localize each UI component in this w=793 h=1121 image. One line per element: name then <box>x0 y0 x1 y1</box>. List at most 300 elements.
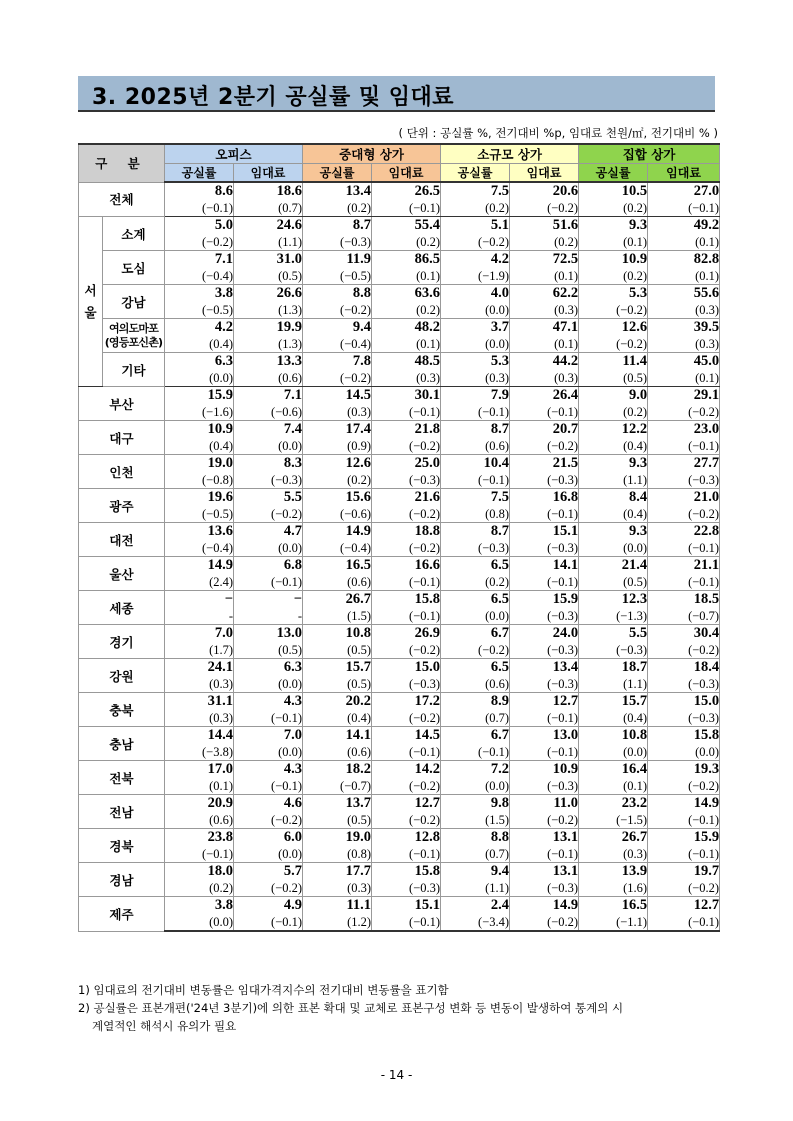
rent-value: 7.4 <box>234 421 303 439</box>
vacancy-value: 13.6 <box>165 523 234 541</box>
rent-change: (0.3) <box>510 302 579 319</box>
vacancy-value: 15.7 <box>579 693 648 711</box>
rent-value: 14.5 <box>372 727 441 745</box>
rent-change: (−0.2) <box>510 438 579 455</box>
rent-value: 4.3 <box>234 761 303 779</box>
vacancy-change: (1.2) <box>303 914 372 931</box>
vacancy-value: 17.4 <box>303 421 372 439</box>
rent-value: 30.4 <box>648 625 720 643</box>
vacancy-value: 5.3 <box>579 285 648 303</box>
header-rent: 임대료 <box>648 164 720 183</box>
table-row-change <box>79 404 720 421</box>
vacancy-change: (−0.4) <box>165 268 234 285</box>
rent-value: 26.5 <box>372 182 441 200</box>
rent-change: (−0.3) <box>372 676 441 693</box>
vacancy-value: 20.2 <box>303 693 372 711</box>
vacancy-value: 6.7 <box>441 625 510 643</box>
vacancy-value: 3.8 <box>165 897 234 915</box>
vacancy-value: 7.8 <box>303 353 372 371</box>
header-office: 오피스 <box>165 144 303 164</box>
vacancy-change: (0.5) <box>303 642 372 659</box>
vacancy-change: (0.3) <box>441 370 510 387</box>
vacancy-value: 14.4 <box>165 727 234 745</box>
vacancy-change: (−0.2) <box>579 302 648 319</box>
vacancy-change: (−0.3) <box>441 540 510 557</box>
rent-change: (−0.1) <box>510 404 579 421</box>
vacancy-change: (−0.3) <box>579 642 648 659</box>
vacancy-change: (0.6) <box>165 812 234 829</box>
footnotes <box>78 981 720 1035</box>
vacancy-value: 18.7 <box>579 659 648 677</box>
table-row <box>79 863 720 881</box>
table-row-change <box>79 302 720 319</box>
vacancy-change: (−0.1) <box>165 846 234 863</box>
rent-change: (1.3) <box>234 302 303 319</box>
vacancy-value: 8.7 <box>303 217 372 235</box>
rent-value: 13.1 <box>510 863 579 881</box>
unit-note: ( 단위 : 공실률 %, 전기대비 %p, 임대료 천원/㎡, 전기대비 % ) <box>398 126 718 140</box>
rent-change: - <box>234 608 303 625</box>
table-row <box>79 693 720 711</box>
rent-value: 31.0 <box>234 251 303 269</box>
region-label: 전남 <box>79 795 165 829</box>
vacancy-value: 10.8 <box>579 727 648 745</box>
vacancy-change: (0.4) <box>579 710 648 727</box>
vacancy-change: (−3.4) <box>441 914 510 931</box>
rent-value: 26.4 <box>510 387 579 405</box>
vacancy-change: (0.7) <box>441 710 510 727</box>
vacancy-change: (0.7) <box>441 846 510 863</box>
vacancy-change: (0.1) <box>579 778 648 795</box>
rent-change: (0.1) <box>510 268 579 285</box>
vacancy-value: 14.5 <box>303 387 372 405</box>
vacancy-change: (0.2) <box>303 200 372 217</box>
vacancy-value: 10.9 <box>165 421 234 439</box>
rent-value: 27.7 <box>648 455 720 473</box>
vacancy-change: (−0.3) <box>303 234 372 251</box>
rent-value: 13.3 <box>234 353 303 371</box>
rent-value: 15.1 <box>510 523 579 541</box>
rent-value: 26.9 <box>372 625 441 643</box>
vacancy-change: (0.4) <box>303 710 372 727</box>
table-row <box>79 489 720 507</box>
vacancy-value: 31.1 <box>165 693 234 711</box>
rent-value: 12.7 <box>648 897 720 915</box>
vacancy-change: (−0.6) <box>303 506 372 523</box>
table-row-change <box>79 914 720 931</box>
rent-change: (−0.1) <box>648 540 720 557</box>
rent-change: (−0.3) <box>510 472 579 489</box>
rent-value: 45.0 <box>648 353 720 371</box>
rent-change: (−0.2) <box>234 506 303 523</box>
rent-value: 16.8 <box>510 489 579 507</box>
rent-change: (−0.2) <box>510 812 579 829</box>
rent-change: (1.3) <box>234 336 303 353</box>
vacancy-change: (1.6) <box>579 880 648 897</box>
rent-change: (0.2) <box>510 234 579 251</box>
rent-value: 17.2 <box>372 693 441 711</box>
vacancy-value: 7.9 <box>441 387 510 405</box>
table-row-change <box>79 438 720 455</box>
region-label: 전체 <box>79 182 165 217</box>
rent-value: 21.6 <box>372 489 441 507</box>
rent-value: 14.9 <box>510 897 579 915</box>
vacancy-value: 10.5 <box>579 182 648 200</box>
rent-value: 15.9 <box>510 591 579 609</box>
vacancy-value: 11.4 <box>579 353 648 371</box>
rent-value: 18.5 <box>648 591 720 609</box>
rent-value: 24.0 <box>510 625 579 643</box>
vacancy-change: (0.2) <box>579 268 648 285</box>
vacancy-change: (0.6) <box>441 438 510 455</box>
vacancy-value: 15.7 <box>303 659 372 677</box>
rent-change: (−0.2) <box>234 880 303 897</box>
table-row-change <box>79 200 720 217</box>
vacancy-change: (0.5) <box>303 812 372 829</box>
vacancy-value: 21.4 <box>579 557 648 575</box>
rent-value: 18.6 <box>234 182 303 200</box>
table-row <box>79 591 720 609</box>
vacancy-change: (−1.1) <box>579 914 648 931</box>
table-row-change <box>79 778 720 795</box>
rent-value: 5.7 <box>234 863 303 881</box>
table-row <box>79 557 720 575</box>
rent-change: (−0.2) <box>648 506 720 523</box>
rent-value: 15.8 <box>648 727 720 745</box>
region-label: 경북 <box>79 829 165 863</box>
table-row-change <box>79 574 720 591</box>
rent-value: 24.6 <box>234 217 303 235</box>
rent-value: 7.1 <box>234 387 303 405</box>
table-row-change <box>79 744 720 761</box>
vacancy-value: 26.7 <box>303 591 372 609</box>
rent-value: 6.3 <box>234 659 303 677</box>
rent-change: (1.1) <box>234 234 303 251</box>
rent-change: (−0.2) <box>372 506 441 523</box>
rent-change: (−0.1) <box>372 744 441 761</box>
table-row <box>79 829 720 847</box>
vacancy-change: (0.3) <box>165 676 234 693</box>
vacancy-change: (0.2) <box>441 200 510 217</box>
vacancy-change: (−0.2) <box>303 302 372 319</box>
vacancy-change: (2.4) <box>165 574 234 591</box>
vacancy-change: (0.0) <box>579 540 648 557</box>
rent-value: 82.8 <box>648 251 720 269</box>
rent-change: (−0.1) <box>372 914 441 931</box>
rent-change: (0.6) <box>234 370 303 387</box>
rent-value: 4.9 <box>234 897 303 915</box>
region-label: 대구 <box>79 421 165 455</box>
rent-change: (0.0) <box>234 846 303 863</box>
rent-change: (0.1) <box>372 336 441 353</box>
vacancy-change: (0.8) <box>441 506 510 523</box>
rent-value: 63.6 <box>372 285 441 303</box>
sub-region-label: 여의도마포 (영등포신촌) <box>103 319 165 353</box>
vacancy-value: 4.2 <box>441 251 510 269</box>
vacancy-change: (0.1) <box>165 778 234 795</box>
vacancy-value: 6.3 <box>165 353 234 371</box>
rent-value: 8.3 <box>234 455 303 473</box>
rent-value: 12.7 <box>372 795 441 813</box>
rent-value: − <box>234 591 303 609</box>
vacancy-change: (0.4) <box>579 506 648 523</box>
region-label: 경남 <box>79 863 165 897</box>
vacancy-change: (0.3) <box>303 404 372 421</box>
rent-change: (−0.3) <box>510 540 579 557</box>
vacancy-value: 18.2 <box>303 761 372 779</box>
region-label: 충남 <box>79 727 165 761</box>
vacancy-value: 16.5 <box>303 557 372 575</box>
vacancy-value: 3.7 <box>441 319 510 337</box>
rent-change: (−0.3) <box>510 608 579 625</box>
vacancy-change: (0.5) <box>579 370 648 387</box>
region-label: 세종 <box>79 591 165 625</box>
table-row <box>79 421 720 439</box>
vacancy-change: (0.0) <box>165 370 234 387</box>
vacancy-change: (0.8) <box>303 846 372 863</box>
vacancy-value: 10.8 <box>303 625 372 643</box>
vacancy-change: (0.4) <box>165 336 234 353</box>
header-small-store: 소규모 상가 <box>441 144 579 164</box>
vacancy-value: 12.6 <box>303 455 372 473</box>
rent-change: (0.0) <box>648 744 720 761</box>
vacancy-value: 6.5 <box>441 557 510 575</box>
rent-value: 86.5 <box>372 251 441 269</box>
vacancy-value: 6.5 <box>441 591 510 609</box>
vacancy-change: (−0.5) <box>165 302 234 319</box>
rent-change: (0.1) <box>648 234 720 251</box>
region-label: 대전 <box>79 523 165 557</box>
vacancy-change: (1.7) <box>165 642 234 659</box>
rent-change: (0.3) <box>648 336 720 353</box>
vacancy-change: (0.4) <box>579 438 648 455</box>
rent-value: 13.4 <box>510 659 579 677</box>
rent-change: (−0.2) <box>648 778 720 795</box>
rent-value: 15.8 <box>372 591 441 609</box>
rent-change: (−0.2) <box>372 812 441 829</box>
vacancy-change: (0.6) <box>303 574 372 591</box>
table-row <box>79 727 720 745</box>
vacancy-change: (−0.2) <box>441 642 510 659</box>
rent-value: 13.1 <box>510 829 579 847</box>
vacancy-change: (0.2) <box>579 404 648 421</box>
rent-change: (−0.3) <box>510 880 579 897</box>
vacancy-change: (0.0) <box>579 744 648 761</box>
rent-change: (−0.1) <box>648 914 720 931</box>
rent-value: 15.9 <box>648 829 720 847</box>
vacancy-value: 12.2 <box>579 421 648 439</box>
vacancy-change: (−0.1) <box>441 472 510 489</box>
vacancy-value: 15.9 <box>165 387 234 405</box>
vacancy-change: (0.0) <box>165 914 234 931</box>
rent-value: 18.8 <box>372 523 441 541</box>
rent-value: 13.0 <box>510 727 579 745</box>
vacancy-value: 12.3 <box>579 591 648 609</box>
table-row <box>79 319 720 337</box>
vacancy-value: 18.0 <box>165 863 234 881</box>
rent-change: (−0.3) <box>648 710 720 727</box>
vacancy-change: (−0.4) <box>303 540 372 557</box>
vacancy-change: (−1.3) <box>579 608 648 625</box>
header-rent: 임대료 <box>234 164 303 183</box>
vacancy-change: (0.3) <box>579 846 648 863</box>
vacancy-value: 9.3 <box>579 523 648 541</box>
vacancy-value: 8.7 <box>441 523 510 541</box>
rent-value: 19.9 <box>234 319 303 337</box>
table-row <box>79 182 720 200</box>
vacancy-change: (0.5) <box>579 574 648 591</box>
table-row-change <box>79 336 720 353</box>
region-label: 제주 <box>79 897 165 932</box>
rent-value: 55.6 <box>648 285 720 303</box>
vacancy-change: (0.2) <box>165 880 234 897</box>
rent-value: 21.5 <box>510 455 579 473</box>
table-row-change <box>79 370 720 387</box>
seoul-label: 서울 <box>79 217 103 387</box>
rent-value: 5.5 <box>234 489 303 507</box>
vacancy-value: 9.8 <box>441 795 510 813</box>
vacancy-value: 4.2 <box>165 319 234 337</box>
rent-value: 11.0 <box>510 795 579 813</box>
rent-value: 48.5 <box>372 353 441 371</box>
table-row-change <box>79 642 720 659</box>
region-label: 울산 <box>79 557 165 591</box>
rent-value: 21.8 <box>372 421 441 439</box>
rent-value: 20.7 <box>510 421 579 439</box>
rent-value: 7.0 <box>234 727 303 745</box>
region-label: 전북 <box>79 761 165 795</box>
rent-change: (0.1) <box>648 370 720 387</box>
vacancy-value: 13.9 <box>579 863 648 881</box>
vacancy-change: (−0.1) <box>165 200 234 217</box>
vacancy-change: (0.0) <box>441 778 510 795</box>
section-title-bar <box>78 76 715 112</box>
rent-change: (−0.1) <box>648 574 720 591</box>
table-row-change <box>79 608 720 625</box>
vacancy-change: (1.1) <box>579 472 648 489</box>
vacancy-change: (0.5) <box>303 676 372 693</box>
table-row-change <box>79 506 720 523</box>
rent-value: 44.2 <box>510 353 579 371</box>
header-vacancy: 공실률 <box>303 164 372 183</box>
table-row <box>79 251 720 269</box>
rent-change: (0.0) <box>234 438 303 455</box>
rent-change: (−0.2) <box>372 710 441 727</box>
rent-change: (−0.1) <box>510 710 579 727</box>
vacancy-value: 16.5 <box>579 897 648 915</box>
vacancy-value: 23.2 <box>579 795 648 813</box>
vacancy-value: 6.7 <box>441 727 510 745</box>
vacancy-value: 5.1 <box>441 217 510 235</box>
vacancy-change: (−0.1) <box>441 404 510 421</box>
vacancy-value: 6.5 <box>441 659 510 677</box>
vacancy-value: 17.7 <box>303 863 372 881</box>
vacancy-value: 13.4 <box>303 182 372 200</box>
rent-change: (0.0) <box>234 676 303 693</box>
vacancy-value: 11.9 <box>303 251 372 269</box>
vacancy-value: 7.5 <box>441 489 510 507</box>
page-number: - 14 - <box>380 1068 413 1082</box>
vacancy-value: 19.0 <box>165 455 234 473</box>
vacancy-value: 10.9 <box>579 251 648 269</box>
vacancy-rent-table <box>78 143 720 932</box>
vacancy-change: (0.4) <box>165 438 234 455</box>
vacancy-value: 14.9 <box>165 557 234 575</box>
vacancy-value: 8.8 <box>303 285 372 303</box>
header-gubun: 구 분 <box>79 144 165 182</box>
rent-change: (−0.1) <box>510 506 579 523</box>
rent-change: (−0.1) <box>510 744 579 761</box>
vacancy-change: (−0.2) <box>441 234 510 251</box>
rent-change: (−0.1) <box>372 574 441 591</box>
footnote-2-continued: 계열적인 해석시 유의가 필요 <box>92 1019 237 1033</box>
vacancy-value: 11.1 <box>303 897 372 915</box>
rent-value: 72.5 <box>510 251 579 269</box>
table-row-change <box>79 268 720 285</box>
rent-change: (0.1) <box>510 336 579 353</box>
vacancy-change: (0.3) <box>165 710 234 727</box>
region-label: 강원 <box>79 659 165 693</box>
rent-value: 39.5 <box>648 319 720 337</box>
rent-change: (−0.2) <box>648 642 720 659</box>
vacancy-value: 8.6 <box>165 182 234 200</box>
vacancy-change: (−0.7) <box>303 778 372 795</box>
rent-change: (−0.1) <box>510 574 579 591</box>
footnote-1: 1) 임대료의 전기대비 변동률은 임대가격지수의 전기대비 변동률을 표기함 <box>78 983 449 997</box>
rent-value: 12.8 <box>372 829 441 847</box>
vacancy-change: (0.0) <box>441 336 510 353</box>
rent-value: 6.0 <box>234 829 303 847</box>
rent-change: (−0.2) <box>234 812 303 829</box>
rent-change: (−0.2) <box>372 438 441 455</box>
rent-value: 4.6 <box>234 795 303 813</box>
vacancy-value: 8.4 <box>579 489 648 507</box>
vacancy-value: 8.7 <box>441 421 510 439</box>
vacancy-change: (−1.6) <box>165 404 234 421</box>
vacancy-change: (−0.2) <box>579 336 648 353</box>
vacancy-change: (−0.2) <box>165 234 234 251</box>
rent-value: 55.4 <box>372 217 441 235</box>
rent-value: 14.9 <box>648 795 720 813</box>
table-row <box>79 659 720 677</box>
rent-change: (0.0) <box>234 540 303 557</box>
rent-change: (−0.2) <box>372 540 441 557</box>
header-group-store: 집합 상가 <box>579 144 720 164</box>
rent-change: (−0.3) <box>510 642 579 659</box>
rent-change: (−0.2) <box>648 880 720 897</box>
rent-change: (0.2) <box>372 302 441 319</box>
header-vacancy: 공실률 <box>441 164 510 183</box>
rent-value: 13.0 <box>234 625 303 643</box>
rent-value: 15.1 <box>372 897 441 915</box>
vacancy-value: 9.4 <box>441 863 510 881</box>
vacancy-value: 19.6 <box>165 489 234 507</box>
rent-change: (−0.1) <box>510 846 579 863</box>
rent-change: (0.2) <box>372 234 441 251</box>
rent-change: (−0.3) <box>372 880 441 897</box>
vacancy-change: (0.6) <box>441 676 510 693</box>
rent-change: (−0.1) <box>372 846 441 863</box>
vacancy-value: 3.8 <box>165 285 234 303</box>
vacancy-change: (0.2) <box>303 472 372 489</box>
vacancy-value: 15.6 <box>303 489 372 507</box>
rent-change: (−0.7) <box>648 608 720 625</box>
region-label: 부산 <box>79 387 165 421</box>
vacancy-value: 7.1 <box>165 251 234 269</box>
header-rent: 임대료 <box>372 164 441 183</box>
rent-value: 19.7 <box>648 863 720 881</box>
sub-region-label: 도심 <box>103 251 165 285</box>
